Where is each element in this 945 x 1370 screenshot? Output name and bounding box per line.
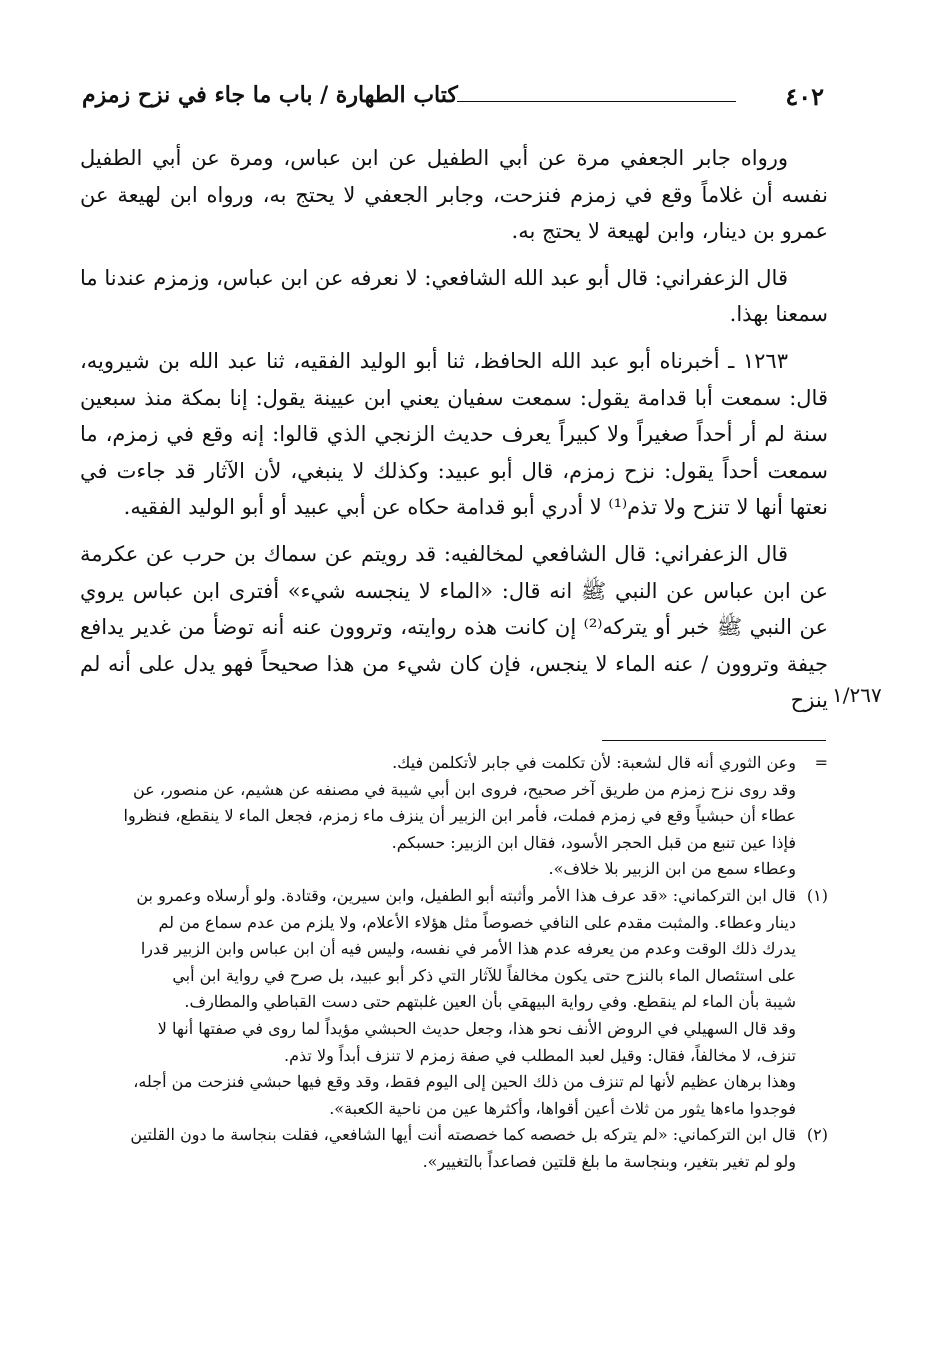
footnote-2 [80,1122,828,1175]
header-rule [457,101,736,102]
footnote-separator [602,740,826,741]
footnote-line: ولو لم تغير بتغير، وبنجاسة ما بلغ قلتين فصاعداً بالتغيير». [422,1151,796,1171]
footnote-line: تنزف، لا مخالفاً، فقال: وقيل لعبد المطلب في صفة زمزم لا تنزف أبداً ولا تذم. [284,1045,796,1065]
footnote-line: وعطاء سمع من ابن الزبير بلا خلاف». [548,859,796,879]
main-text [80,140,828,729]
paragraph: ورواه جابر الجعفي مرة عن أبي الطفيل عن ابن عباس، ومرة عن أبي الطفيل نفسه أن غلاماً وقع في زمزم فنزحت، وجابر الجعفي لا يحتج به، ورواه ابن لهيعة عن عمرو بن دينار، وابن لهيعة لا يحتج به. [80,146,828,244]
page-number: ٤٠٢ [785,82,824,111]
margin-note: ١/٢٦٧ [832,683,882,707]
footnote-line: يدرك ذلك الوقت وعدم من يعرفه عدم هذا الأمر في نفسه، وليس فيه أن ابن عباس وابن الزبير قدرا [140,939,796,959]
paragraph: قال الزعفراني: قال الشافعي لمخالفيه: قد رويتم عن سماك بن حرب عن عكرمة عن ابن عباس عن النبي ﷺ انه قال: «الماء لا ينجسه شيء» أفترى ابن عباس يروي عن النبي ﷺ خبر أو يتركه⁽²⁾ إن كانت هذه روايته، وتروون عنه أنه توضأ من غدير يدافع جيفة وتروون / عنه الماء لا ينجس، فإن كان شيء من هذا صحيحاً فهو يدل على أنه لم ينزح [80,541,828,713]
footnote-line: وقد روى نزح زمزم من طريق آخر صحيح، فروى ابن أبي شيبة في مصنفه عن هشيم، عن منصور، عن [132,779,796,799]
footnote-continuation [80,750,828,883]
footnote-line: دينار وعطاء. والمثبت مقدم على النافي خصوصاً مثل هؤلاء الأعلام، ولا يلزم من عدم سماع من لم [158,912,796,932]
running-title: كتاب الطهارة / باب ما جاء في نزح زمزم [82,82,458,108]
footnote-line: قال ابن التركماني: «لم يتركه بل خصصه كما خصصته أنت أيها الشافعي، فقلت بنجاسة ما دون القلتين [130,1125,796,1145]
paragraph: ١٢٦٣ ـ أخبرناه أبو عبد الله الحافظ، ثنا أبو الوليد الفقيه، ثنا عبد الله بن شيرويه، قال: سمعت أبا قدامة يقول: سمعت سفيان يعني ابن عيينة يقول: إنا بمكة منذ سبعين سنة لم أر أحداً صغيراً ولا كبيراً يعرف حديث الزنجي الذي قالوا: إنه وقع في زمزم، ما سمعت أحداً يقول: نزح زمزم، قال أبو عبيد: وكذلك لا ينبغي، لأن الآثار قد جاءت في نعتها أنها لا تنزح ولا تذم⁽¹⁾ لا أدري أبو قدامة حكاه عن أبي عبيد أو أبو الوليد الفقيه. [80,348,828,520]
footnote-line: وعن الثوري أنه قال لشعبة: لأن تكلمت في جابر لأتكلمن فيك. [392,753,796,772]
footnote-mark: = [814,753,828,772]
footnote-line: فإذا عين تنبع من قبل الحجر الأسود، فقال ابن الزبير: حسبكم. [391,832,796,852]
footnote-1 [80,883,828,1122]
footnote-line: فوجدوا ماءها يثور من ثلاث أعين أقواها، وأكثرها عين من ناحية الكعبة». [329,1098,796,1118]
footnote-line: وهذا برهان عظيم لأنها لم تنزف من ذلك الحين إلى اليوم فقط، وقد وقع فيها حبشي فنزحت من أجله، [133,1072,796,1092]
page-header [82,82,824,116]
footnote-line: عطاء أن حبشياً وقع في زمزم فملت، فأمر ابن الزبير أن ينزف ماء زمزم، فجعل الماء لا ينقطع، فنظروا [123,806,796,826]
footnote-line: شيبة بأن الماء لم ينقطع. وفي رواية البيهقي بأن العين غلبتهم حتى دست القباطي والمطارف. [184,992,796,1012]
footnotes [80,750,828,1176]
paragraph: قال الزعفراني: قال أبو عبد الله الشافعي: لا نعرفه عن ابن عباس، وزمزم عندنا ما سمعنا بهذا. [80,265,828,327]
footnote-line: قال ابن التركماني: «قد عرف هذا الأمر وأثبته أبو الطفيل، وابن سيرين، وقتادة. ولو أرسلاه وعمرو بن [136,885,796,905]
footnote-line: على استئصال الماء بالنزح حتى يكون مخالفاً للآثار التي ذكر أبو عبيد، بل صرح في رواية ابن أبي [172,965,796,985]
footnote-mark: (١) [806,885,828,905]
footnote-mark: (٢) [806,1125,828,1145]
footnote-line: وقد قال السهيلي في الروض الأنف نحو هذا، وجعل حديث الحبشي مؤيداً لما روى في صفتها أنها لا [157,1018,796,1038]
